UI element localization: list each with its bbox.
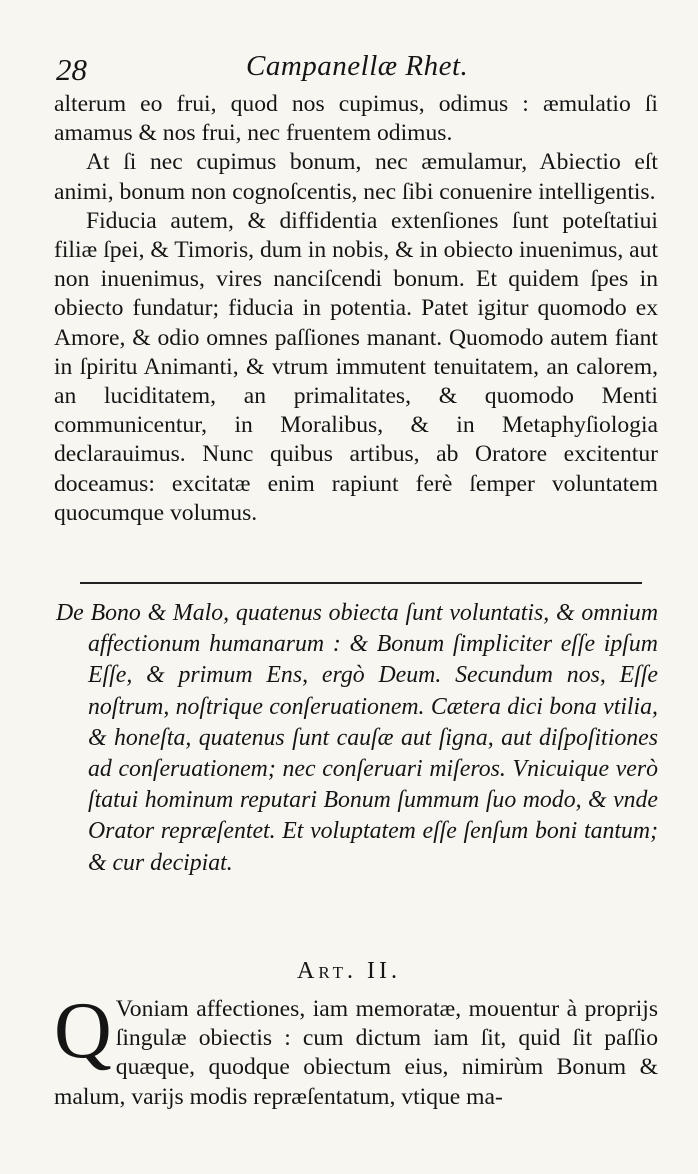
paragraph-3: Fiducia autem, & diffidentia extenſiones ſunt poteſtatiui filiæ ſpei, & Timoris, dum in nobis, & in obiecto inuenimus, aut non inuenimus, vires nanciſcendi bonum. Et quidem ſpes in obiecto fundatur; fiducia in potentia. Patet igitur quomodo ex Amore, & odio omnes paſſiones manant. Quomodo autem fiant in ſpiritu Animanti, & vtrum immutent tenuitatem, an calorem, an luciditatem, an primalitates, & quomodo Menti communicentur, in Moralibus, & in Metaphyſiologia declarauimus. Nunc quibus artibus, ab Oratore excitentur doceamus: excitatæ enim rapiunt ferè ſemper voluntatem quocumque volumus.: [54, 207, 658, 526]
running-head: Campanellæ Rhet.: [246, 50, 469, 82]
article-body: [54, 987, 658, 1112]
page-header: [56, 50, 658, 90]
paragraph-1: alterum eo frui, quod nos cupimus, odimus : æmulatio ſi amamus & nos frui, nec fruentem odimus.: [54, 91, 658, 147]
body-text: [54, 90, 658, 528]
article-text: Voniam affectiones, iam memoratæ, mouentur à proprijs ſingulæ obiectis : cum dictum iam ſit, quid ſit paſſio quæque, quodque obiectum eius, nimirùm Bonum & malum, varijs modis repræſentatum, vtique ma-: [54, 996, 658, 1110]
paragraph-2: At ſi nec cupimus bonum, nec æmulamur, Abiectio eſt animi, bonum non cognoſcentis, nec ſibi conuenire intelligentis.: [54, 149, 658, 205]
drop-cap: Q: [54, 987, 112, 1075]
article-summary: De Bono & Malo, quatenus obiecta ſunt voluntatis, & omnium affectionum humanarum : & Bonum ſimpliciter eſſe ipſum Eſſe, & primum Ens, ergò Deum. Secundum nos, Eſſe noſtrum, noſtrique conſeruationem. Cætera dici bona vtilia, & honeſta, quatenus ſunt cauſæ aut ſigna, aut diſpoſitiones ad conſeruationem; nec conſeruari miſeros. Vnicuique verò ſtatui hominum reputari Bonum ſummum ſuo modo, & vnde Orator repræſentet. Et voluptatem eſſe ſenſum boni tantum; & cur decipiat.: [56, 600, 658, 876]
section-divider: [80, 582, 642, 584]
article-heading: Art. II.: [296, 958, 402, 984]
page-number: 28: [56, 52, 87, 87]
